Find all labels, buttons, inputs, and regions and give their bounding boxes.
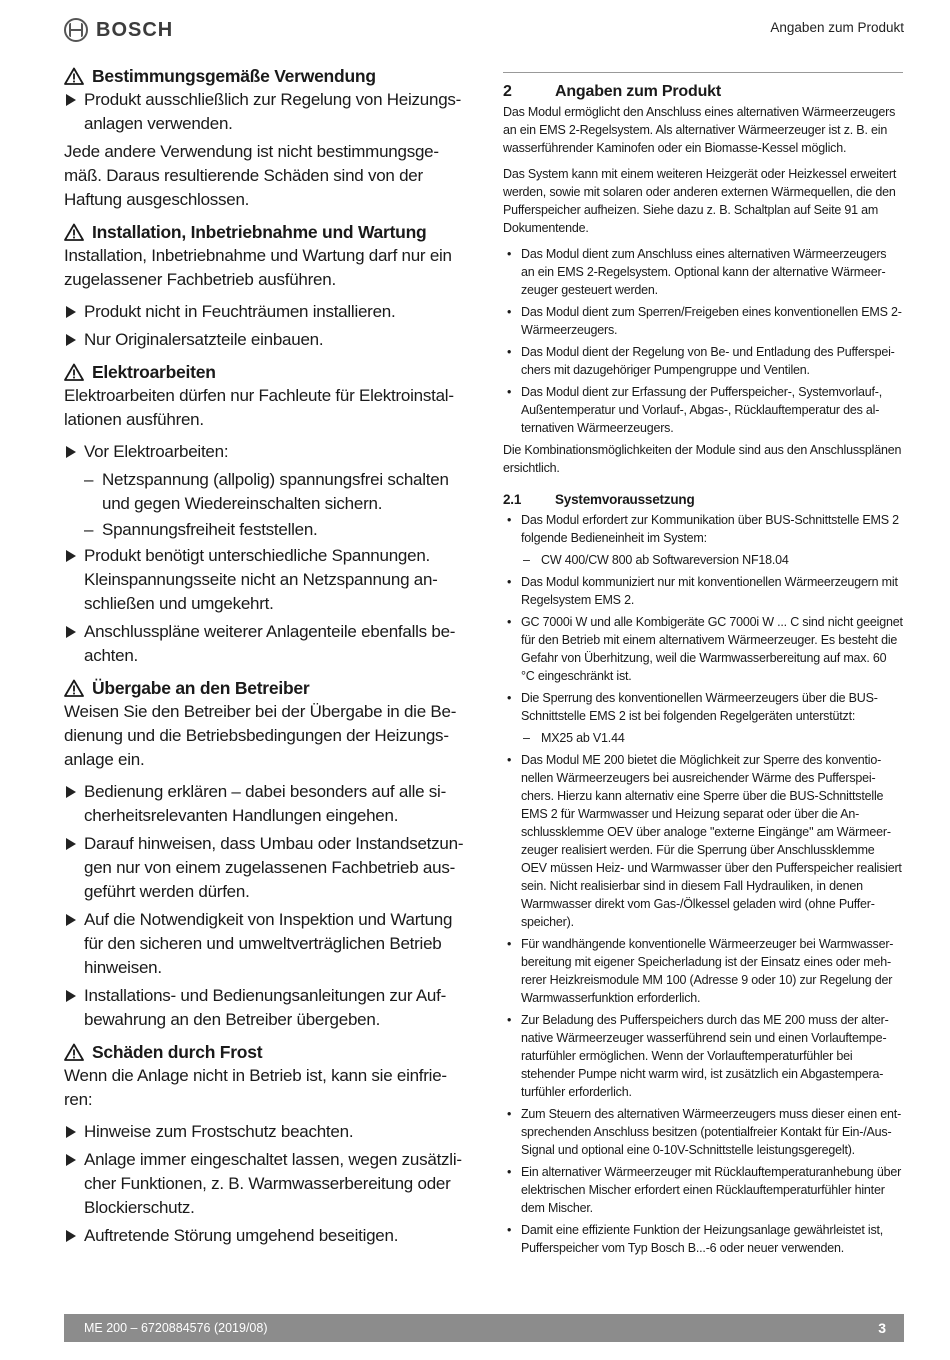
section-heading-text: Elektroarbeiten bbox=[92, 362, 216, 382]
section-heading bbox=[64, 360, 464, 384]
section-heading-text: Bestimmungsgemäße Verwendung bbox=[92, 66, 376, 86]
instruction-item: Installations- und Bedienungsanleitungen zur Aufbewahrung an den Betreiber übergeben. bbox=[64, 984, 464, 1032]
heading-number: 2.1 bbox=[503, 492, 522, 507]
bullet-item: • Zur Beladung des Pufferspeichers durch das ME 200 muss der alternative Wärmeerzeuger wasserführend sein und einen Vorlauftemperaturfühler ermöglichen. Wenn der Vorlauftemperaturfühler bei stehender Pumpe nicht warm wird, ist zusätzlich ein Abgastemperaturfühler erforderlich. bbox=[503, 1011, 903, 1101]
instruction-item: Hinweise zum Frostschutz beachten. bbox=[64, 1120, 464, 1144]
brand-name: BOSCH bbox=[96, 18, 174, 41]
instruction-item: Vor Elektroarbeiten: bbox=[64, 440, 464, 464]
section-heading-text: Übergabe an den Betreiber bbox=[92, 678, 310, 698]
paragraph: Die Kombinationsmöglichkeiten der Module sind aus den Anschlussplänen ersichtlich. bbox=[503, 443, 902, 475]
dash-item: – MX25 ab V1.44 bbox=[503, 729, 903, 747]
paragraph: Elektroarbeiten dürfen nur Fachleute für Elektroinstallationen ausführen. bbox=[64, 386, 454, 429]
bullet-item: • Für wandhängende konventionelle Wärmeerzeuger bei Warmwasserbereitung mit eigener Speicherladung ist der Einsatz eines oder mehrerer Heizkreismodule MM 100 (Adresse 9 oder 10) zur Regelung der Warmwasserfunktion erforderlich. bbox=[503, 935, 903, 1007]
instruction-item: Darauf hinweisen, dass Umbau oder Instandsetzungen nur von einem zugelassenen Fachbetrieb ausgeführt werden dürfen. bbox=[64, 832, 464, 904]
warning-triangle-icon bbox=[64, 363, 84, 381]
heading-number: 2 bbox=[503, 83, 512, 100]
section-heading bbox=[64, 220, 464, 244]
instruction-item: Auf die Notwendigkeit von Inspektion und Wartung für den sicheren und umweltverträglichen Betrieb hinweisen. bbox=[64, 908, 464, 980]
paragraph: Jede andere Verwendung ist nicht bestimmungsgemäß. Daraus resultierende Schäden sind von der Haftung ausgeschlossen. bbox=[64, 142, 440, 209]
instruction-item: Anlage immer eingeschaltet lassen, wegen zusätzlicher Funktionen, z. B. Warmwasserbereitung oder Blockierschutz. bbox=[64, 1148, 464, 1220]
instruction-item: Auftretende Störung umgehend beseitigen. bbox=[64, 1224, 464, 1248]
warning-triangle-icon bbox=[64, 67, 84, 85]
warning-triangle-icon bbox=[64, 679, 84, 697]
bullet-item: • Das Modul dient der Regelung von Be- und Entladung des Pufferspeichers mit dazugehöriger Pumpengruppe und Ventilen. bbox=[503, 343, 903, 379]
instruction-item: Produkt nicht in Feuchträumen installieren. bbox=[64, 300, 464, 324]
section-heading-text: Schäden durch Frost bbox=[92, 1042, 263, 1062]
dash-item: – CW 400/CW 800 ab Softwareversion NF18.04 bbox=[503, 551, 903, 569]
bullet-item: • Die Sperrung des konventionellen Wärmeerzeugers über die BUS-Schnittstelle EMS 2 ist bei folgenden Regelgeräten unterstützt: bbox=[503, 689, 903, 725]
bosch-armature-icon bbox=[64, 18, 88, 42]
heading-text: Systemvoraussetzung bbox=[555, 492, 695, 507]
safety-instructions-column bbox=[64, 64, 464, 1252]
bullet-item: • Ein alternativer Wärmeerzeuger mit Rücklauftemperaturanhebung über elektrischen Mischer erfordert einen Rücklauftemperaturfühler hinter dem Mischer. bbox=[503, 1163, 903, 1217]
bullet-item: • Das Modul dient zur Erfassung der Pufferspeicher-, Systemvorlauf-, Außentemperatur und Vorlauf-, Abgas-, Rücklauftemperatur des alternativen Wärmeerzeugers. bbox=[503, 383, 903, 437]
paragraph: Wenn die Anlage nicht in Betrieb ist, kann sie einfrieren: bbox=[64, 1066, 448, 1109]
bullet-item: • Das Modul erfordert zur Kommunikation über BUS-Schnittstelle EMS 2 folgende Bedieneinheit im System: bbox=[503, 511, 903, 547]
paragraph: Das Modul ermöglicht den Anschluss eines alternativen Wärmeerzeugers an ein EMS 2-Regelsystem. Als alternativer Wärmeerzeuger ist z. B. ein wasserführender Kaminofen oder ein Biomasse-Kessel möglich. bbox=[503, 105, 896, 155]
brand-logo bbox=[64, 16, 173, 44]
bullet-item: • Das Modul dient zum Anschluss eines alternativen Wärmeerzeugers an ein EMS 2-Regelsystem. Optional kann der alternative Wärmeerzeuger gesteuert werden. bbox=[503, 245, 903, 299]
running-header: Angaben zum Produkt bbox=[770, 20, 904, 35]
paragraph: Weisen Sie den Betreiber bei der Übergabe in die Bedienung und die Betriebsbedingungen der Heizungsanlage ein. bbox=[64, 702, 457, 769]
document-number: ME 200 – 6720884576 (2019/08) bbox=[84, 1321, 268, 1335]
subsection-heading bbox=[503, 491, 903, 509]
bullet-item: • Das Modul kommuniziert nur mit konventionellen Wärmeerzeugern mit Regelsystem EMS 2. bbox=[503, 573, 903, 609]
bullet-item: • Damit eine effiziente Funktion der Heizungsanlage gewährleistet ist, Pufferspeicher vom Typ Bosch B...-6 oder neuer verwenden. bbox=[503, 1221, 903, 1257]
instruction-item: Produkt ausschließlich zur Regelung von Heizungsanlagen verwenden. bbox=[64, 88, 464, 136]
warning-triangle-icon bbox=[64, 1043, 84, 1061]
section-heading bbox=[64, 64, 464, 88]
product-info-column bbox=[503, 72, 903, 1261]
instruction-item: Anschlusspläne weiterer Anlagenteile ebenfalls beachten. bbox=[64, 620, 464, 668]
bullet-item: • Zum Steuern des alternativen Wärmeerzeugers muss dieser einen entsprechenden Anschluss besitzen (potentialfreier Kontakt für Ein-/Aus-Signal und optional eine 0-10V-Schnittstelle leistungsgeregelt). bbox=[503, 1105, 903, 1159]
section-heading bbox=[64, 1040, 464, 1064]
instruction-item: Nur Originalersatzteile einbauen. bbox=[64, 328, 464, 352]
sub-instruction-item: – Spannungsfreiheit feststellen. bbox=[64, 518, 464, 542]
page-footer bbox=[64, 1314, 904, 1342]
bullet-item: • GC 7000i W und alle Kombigeräte GC 7000i W ... C sind nicht geeignet für den Betrieb mit einem alternativem Wärmeerzeuger. Es besteht die Gefahr von Überhitzung, weil die Warmwasserbereitung auf max. 60 °C eingeschränkt ist. bbox=[503, 613, 903, 685]
paragraph: Installation, Inbetriebnahme und Wartung darf nur ein zugelassener Fachbetrieb ausführen. bbox=[64, 246, 452, 289]
heading-text: Angaben zum Produkt bbox=[555, 83, 721, 100]
paragraph: Das System kann mit einem weiteren Heizgerät oder Heizkessel erweitert werden, sowie mit solaren oder anderen externen Wärmequellen, die den Pufferspeicher aufheizen. Siehe dazu z. B. Schaltplan auf Seite 91 am Dokumentende. bbox=[503, 167, 897, 235]
section-heading-text: Installation, Inbetriebnahme und Wartung bbox=[92, 222, 427, 242]
warning-triangle-icon bbox=[64, 223, 84, 241]
chapter-heading bbox=[503, 81, 903, 103]
bullet-item: • Das Modul ME 200 bietet die Möglichkeit zur Sperre des konventionellen Wärmeerzeugers bei ausreichender Wärme des Pufferspeichers. Hierzu kann alternativ eine Sperre über die BUS-Schnittstelle EMS 2 für Warmwasser und Heizung separat oder über die Anschlussklemme OEV über analoge "externe Eingänge" am Wärmeerzeuger realisiert werden. Für die Sperrung über Anschlussklemme OEV müssen Heiz- und Warmwasser über den Pufferspeicher realisiert sein. Nicht realisierbar sind in diesem Fall Hydrauliken, in denen Warmwasser direkt vom Gas-/Ölkessel geladen wird (ohne Pufferspeicher). bbox=[503, 751, 903, 931]
sub-instruction-item: – Netzspannung (allpolig) spannungsfrei schalten und gegen Wiedereinschalten sichern. bbox=[64, 468, 464, 516]
page-number: 3 bbox=[878, 1320, 886, 1336]
instruction-item: Bedienung erklären – dabei besonders auf alle sicherheitsrelevanten Handlungen eingehen. bbox=[64, 780, 464, 828]
bullet-item: • Das Modul dient zum Sperren/Freigeben eines konventionellen EMS 2-Wärmeerzeugers. bbox=[503, 303, 903, 339]
section-heading bbox=[64, 676, 464, 700]
instruction-item: Produkt benötigt unterschiedliche Spannungen. Kleinspannungsseite nicht an Netzspannung anschließen und umgekehrt. bbox=[64, 544, 464, 616]
